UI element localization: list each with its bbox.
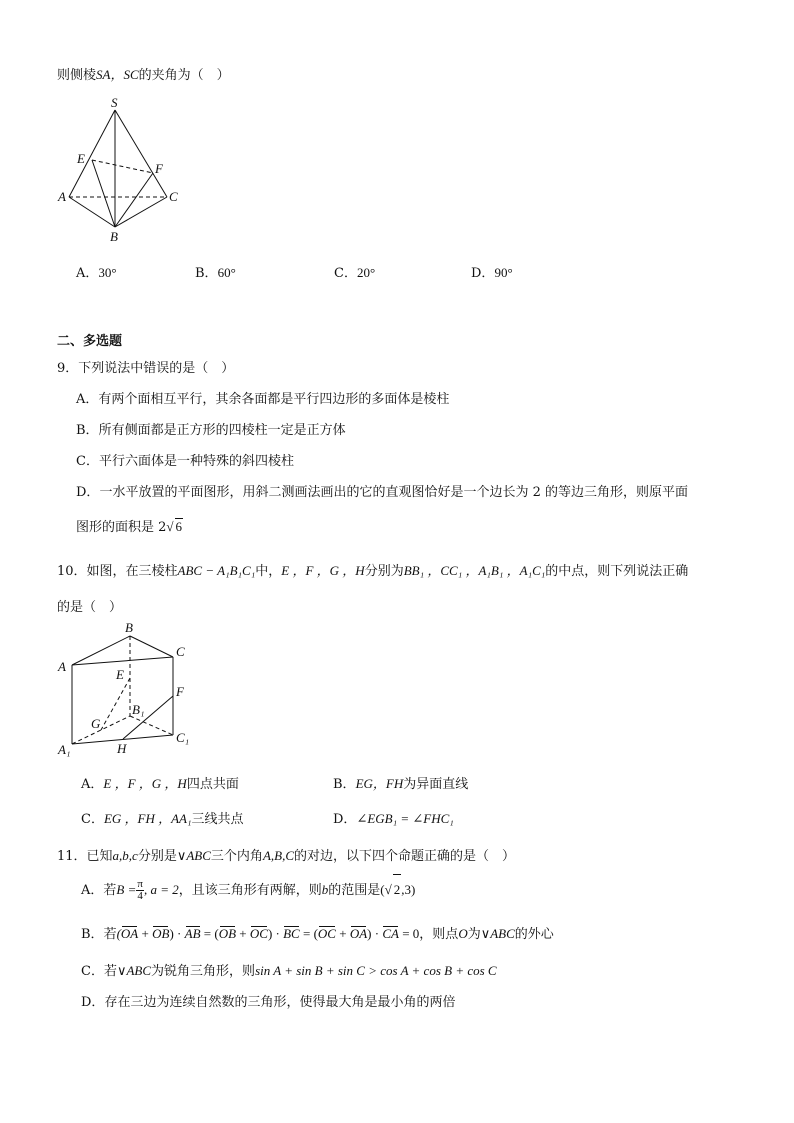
pi-over-4-fraction <box>136 879 144 902</box>
q8-stem-prefix: 则侧棱 <box>57 68 97 83</box>
option-label: B． <box>195 266 218 281</box>
q11-stem-mid2: 三个内角 <box>210 849 263 864</box>
option-math: O <box>458 926 468 941</box>
option-label: C． <box>81 812 104 827</box>
fraction-numerator: π <box>137 878 143 890</box>
q10-option-d[interactable] <box>333 808 454 827</box>
q9-option-c[interactable] <box>76 450 294 469</box>
q9-option-d-line2 <box>76 516 183 535</box>
label-A: A <box>58 659 66 674</box>
label-C1: C₁ <box>176 730 190 745</box>
label-A1: A₁ <box>58 742 71 757</box>
option-text: 四点共面 <box>186 777 239 792</box>
option-text: 30° <box>98 265 117 280</box>
option-math: , a = 2 <box>143 882 179 897</box>
option-text: 若 <box>103 927 117 942</box>
edge-B1C1-dashed <box>130 716 173 735</box>
option-text: 为异面直线 <box>403 777 469 792</box>
option-label: B． <box>81 927 104 942</box>
vector-OA: OA <box>120 926 139 941</box>
edge-AB <box>69 197 115 227</box>
option-text: 的范围是 <box>328 883 381 898</box>
option-math: ) · <box>169 926 185 941</box>
q11-stem-mid: 分别是 <box>137 849 177 864</box>
q10-stem <box>57 560 688 579</box>
option-label: C． <box>76 454 99 469</box>
q11-option-b[interactable] <box>81 923 554 942</box>
option-math: = ( <box>200 926 219 941</box>
option-math: B = <box>116 882 137 897</box>
option-math: ∨ABC <box>116 963 152 978</box>
q8-pyramid-figure <box>55 95 185 245</box>
option-label: A． <box>81 883 104 898</box>
q11-angles: A,B,C <box>262 848 294 863</box>
option-math: EG ，FH ，AA₁ <box>103 811 192 826</box>
q11-option-a[interactable] <box>81 874 415 906</box>
option-label: B． <box>333 777 356 792</box>
q8-stem-vars: SA，SC <box>96 67 139 82</box>
edge-EB <box>92 160 115 227</box>
q9-option-a[interactable] <box>76 388 449 407</box>
q9-option-b[interactable] <box>76 419 346 438</box>
option-label: D． <box>333 812 357 827</box>
vector-OB: OB <box>152 926 170 941</box>
q10-stem-suffix: 的中点，则下列说法正确 <box>545 564 689 579</box>
q10-option-a[interactable] <box>81 773 239 792</box>
option-label: D． <box>471 266 495 281</box>
label-H: H <box>117 741 127 756</box>
option-text: 所有侧面都是正方形的四棱柱一定是正方体 <box>98 423 346 438</box>
q10-stem-mid2: 分别为 <box>364 564 404 579</box>
q11-stem <box>57 845 515 864</box>
option-text: 60° <box>217 265 236 280</box>
option-text: ，且该三角形有两解，则 <box>178 883 322 898</box>
q8-option-b[interactable] <box>195 262 236 281</box>
vector-CA: CA <box>382 926 399 941</box>
option-text: 20° <box>356 265 376 280</box>
option-math: = 0 <box>398 926 420 941</box>
q10-prism-figure <box>55 620 200 760</box>
option-text: 图形的面积是 2 <box>76 520 167 535</box>
label-C: C <box>176 644 185 659</box>
option-math: = ( <box>299 926 318 941</box>
q11-option-d[interactable] <box>81 991 455 1010</box>
option-text: 为锐角三角形，则 <box>151 964 256 979</box>
q11-option-c[interactable] <box>81 960 497 979</box>
option-text: 平行六面体是一种特殊的斜四棱柱 <box>98 454 294 469</box>
option-math: + <box>138 926 153 941</box>
edge-EG-dashed <box>101 678 130 730</box>
label-G: G <box>91 716 101 731</box>
q11-vars: a,b,c <box>112 848 138 863</box>
vector-OA: OA <box>349 926 368 941</box>
option-label: D． <box>76 485 100 500</box>
option-text: 若 <box>103 964 117 979</box>
q8-stem-suffix: 的夹角为（ ） <box>138 68 230 83</box>
option-math: ( <box>380 882 385 897</box>
label-E: E <box>116 667 124 682</box>
edge-BC <box>115 197 167 227</box>
option-math: ) · <box>367 926 383 941</box>
q10-stem-line2: 的是（ ） <box>57 600 123 615</box>
sqrt-symbol: √ <box>166 519 174 534</box>
option-math: ∨ABC <box>480 926 515 941</box>
option-math: sin A + sin B + sin C > cos A + cos B + cos C <box>255 963 497 978</box>
option-label: C． <box>334 266 357 281</box>
option-text: 有两个面相互平行，其余各面都是平行四边形的多面体是棱柱 <box>98 392 450 407</box>
vector-OB: OB <box>218 926 237 941</box>
vector-OC: OC <box>317 926 336 941</box>
edge-AC <box>72 657 173 665</box>
q9-option-d[interactable] <box>76 481 688 500</box>
option-math: b <box>321 882 329 897</box>
option-label: A． <box>76 266 99 281</box>
q10-prism: ABC − A₁B₁C₁ <box>177 563 256 578</box>
label-B1: B₁ <box>132 702 145 717</box>
label-E: E <box>77 151 85 166</box>
q8-option-d[interactable] <box>471 262 513 281</box>
option-text: 若 <box>103 883 117 898</box>
option-math: E ，F ，G ，H <box>103 776 187 791</box>
option-text: ，则点 <box>419 927 459 942</box>
option-text: 一水平放置的平面图形，用斜二测画法画出的它的直观图恰好是一个边长为 2 的等边三角形，则原平面 <box>99 485 688 500</box>
option-math: + <box>335 926 350 941</box>
q10-edges: BB₁ ，CC₁ ，A₁B₁ ，A₁C₁ <box>403 563 546 578</box>
label-S: S <box>111 95 118 110</box>
option-text: 为 <box>467 927 481 942</box>
option-math: ,3) <box>401 882 416 897</box>
q10-option-b[interactable] <box>333 773 468 792</box>
option-label: A． <box>76 392 99 407</box>
option-text: 的外心 <box>514 927 554 942</box>
sqrt-radicand: 6 <box>175 519 183 534</box>
option-math: ( <box>116 926 121 941</box>
option-math: ∠EGB₁ = ∠FHC₁ <box>356 811 454 826</box>
q8-option-c[interactable] <box>334 262 375 281</box>
sqrt-symbol: √ <box>384 882 392 897</box>
label-A: A <box>58 189 66 204</box>
q8-option-a[interactable] <box>76 262 117 281</box>
option-text: 三线共点 <box>191 812 244 827</box>
option-label: B． <box>76 423 99 438</box>
q10-option-c[interactable] <box>81 808 244 827</box>
q9-stem: 9．下列说法中错误的是（ ） <box>57 361 235 376</box>
sqrt-radicand: 2 <box>393 874 402 905</box>
fraction-denominator: 4 <box>137 890 143 902</box>
option-text: 存在三边为连续自然数的三角形，使得最大角是最小角的两倍 <box>104 995 456 1010</box>
option-label: D． <box>81 995 105 1010</box>
vector-AB: AB <box>184 926 201 941</box>
edge-BC <box>130 636 173 657</box>
option-label: C． <box>81 964 104 979</box>
q11-triangle: ∨ABC <box>176 848 211 863</box>
label-B: B <box>110 229 118 244</box>
option-text: 90° <box>494 265 513 280</box>
label-F: F <box>155 161 163 176</box>
label-B: B <box>125 620 133 635</box>
label-F: F <box>176 684 184 699</box>
q10-stem-prefix: 10．如图，在三棱柱 <box>57 564 178 579</box>
option-label: A． <box>81 777 104 792</box>
option-math: EG，FH <box>355 776 404 791</box>
edge-SA <box>69 110 115 197</box>
edge-FB <box>115 173 153 227</box>
q11-stem-suffix: 的对边，以下四个命题正确的是（ ） <box>294 849 516 864</box>
option-math: ) · <box>267 926 284 941</box>
section-title: 二、多选题 <box>57 334 123 349</box>
q10-stem-mid: 中， <box>255 564 282 579</box>
edge-SC <box>115 110 167 197</box>
q11-stem-prefix: 11．已知 <box>57 849 113 864</box>
vector-OC: OC <box>249 926 268 941</box>
option-math: + <box>236 926 250 941</box>
label-C: C <box>169 189 178 204</box>
edge-EF-dashed <box>92 160 153 173</box>
q10-points: E ，F ，G ，H <box>281 563 365 578</box>
q8-stem <box>57 64 230 83</box>
vector-BC: BC <box>283 926 300 941</box>
